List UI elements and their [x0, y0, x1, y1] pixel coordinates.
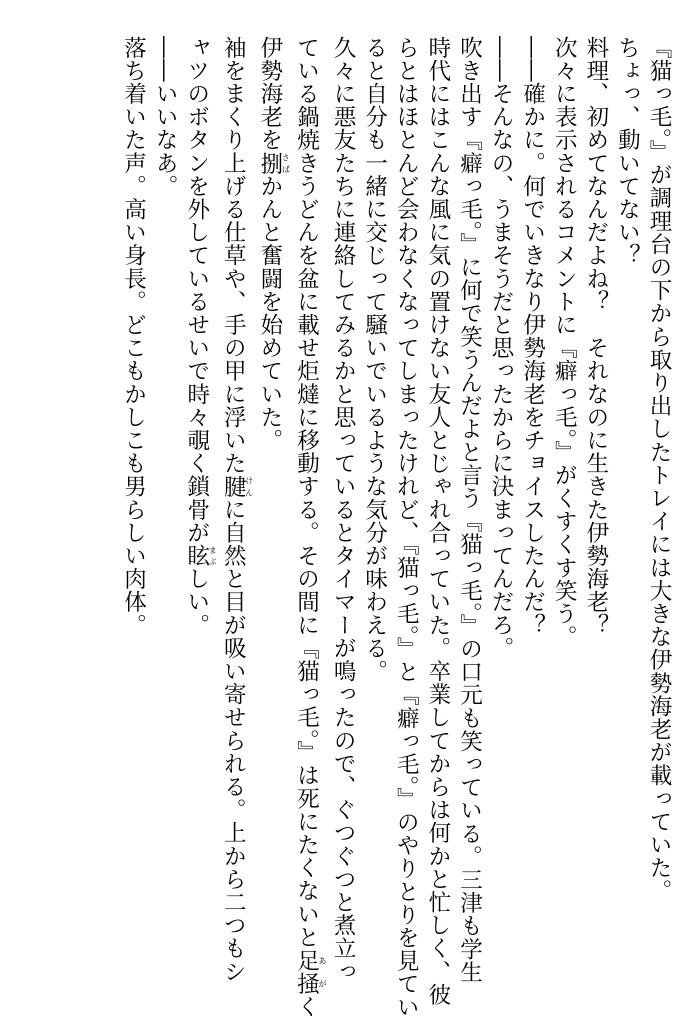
text-segment: ――そんなの、うまそうだと思ったからに決まってんだろ。: [488, 36, 515, 660]
text-line: [453, 36, 485, 986]
text-segment: 落ち着いた声。高い身長。どこもかしこも男らしい肉体。: [120, 36, 147, 637]
text-segment: しい。: [183, 567, 210, 637]
ruby-annotated-text: [220, 474, 254, 499]
text-line: [358, 36, 390, 986]
text-line: [149, 36, 181, 986]
vertical-text-page: [26, 36, 674, 1019]
text-line: [516, 36, 548, 986]
text-line: [548, 36, 580, 986]
ruby-annotated-text: [293, 948, 327, 995]
text-line: [117, 36, 149, 986]
text-line: [253, 36, 290, 986]
ruby-annotated-text: [183, 544, 218, 568]
ruby-base: 足掻: [293, 948, 320, 995]
text-line: [642, 36, 674, 986]
text-segment: ると自分も一緒に交じって騒いでいるような気分が味わえる。: [361, 36, 388, 683]
ruby-reading: さば: [281, 151, 291, 175]
text-segment: ている鍋焼きうどんを盆に載せ炬燵に移動する。その間に『猫っ毛。』は死にたくないと: [293, 36, 320, 949]
text-line: [326, 36, 358, 986]
ruby-annotated-text: [256, 151, 291, 175]
ruby-base: 腱: [220, 474, 247, 499]
ruby-base: 眩: [183, 544, 210, 568]
text-segment: 『猫っ毛。』が調理台の下から取り出したトレイには大きな伊勢海老が載っていた。: [646, 36, 672, 903]
ruby-reading: まぶ: [208, 544, 218, 568]
text-segment: ャツのボタンを外しているせいで時々覗く鎖骨が: [183, 36, 210, 545]
text-line: [484, 36, 516, 986]
ruby-reading: あが: [317, 948, 327, 995]
text-line: [290, 36, 327, 1019]
text-segment: ちょっ、動いてない？: [614, 36, 641, 267]
text-segment: 袖をまくり上げる仕草や、手の甲に浮いた: [220, 36, 247, 475]
text-segment: 時代にはこんな風に気の置けない友人とじゃれ合っていた。卒業してからは何かと忙しく、彼: [424, 36, 451, 1007]
text-segment: に自然と目が吸い寄せられる。上から二つもシ: [220, 498, 247, 984]
text-segment: かんと奮闘を始めていた。: [256, 174, 283, 452]
text-line: [611, 36, 643, 986]
text-segment: らとはほとんど会わなくなってしまったけれど、『猫っ毛。』と『癖っ毛。』のやりとりを見てい: [393, 36, 420, 1019]
text-segment: 次々に表示されるコメントに『癖っ毛。』がくすくす笑う。: [551, 36, 578, 649]
text-line: [421, 36, 453, 1007]
text-segment: 吹き出す『癖っ毛。』に何で笑うんだよと言う『猫っ毛。』の口元も笑っている。三津も学生: [456, 36, 483, 984]
text-segment: く: [293, 994, 320, 1019]
text-line: [390, 36, 422, 1019]
text-line: [217, 36, 254, 986]
ruby-base: 捌: [256, 151, 283, 175]
text-segment: 久々に悪友たちに連絡してみるかと思っているとタイマーが鳴ったので、ぐつぐつと煮立っ: [330, 36, 357, 984]
ruby-reading: けん: [244, 474, 254, 498]
text-segment: ――いいなあ。: [152, 36, 179, 198]
text-line: [579, 36, 611, 986]
text-segment: ――確かに。何でいきなり伊勢海老をチョイスしたんだ？: [519, 36, 546, 637]
text-segment: 料理、初めてなんだよね？ それなのに生きた伊勢海老？: [582, 36, 609, 637]
text-segment: 伊勢海老を: [256, 36, 283, 152]
text-line: [180, 36, 217, 986]
